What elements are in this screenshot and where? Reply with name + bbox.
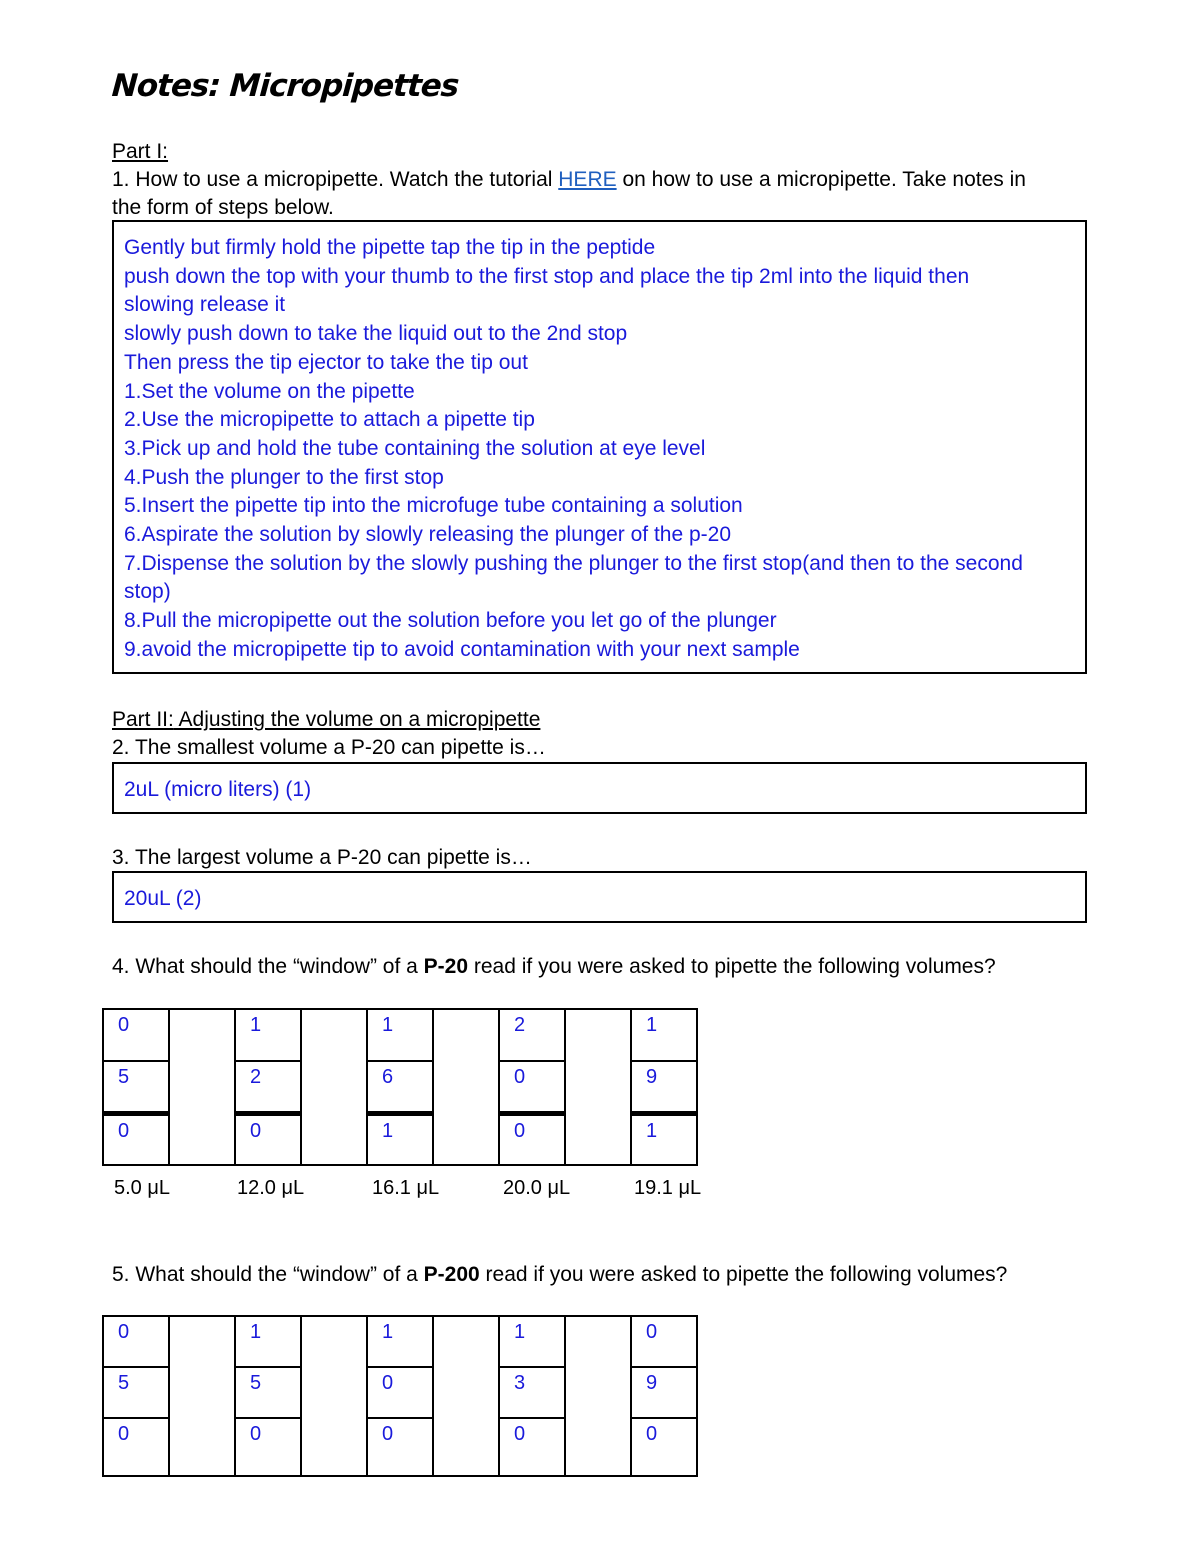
- volume-label: 12.0 μL: [237, 1177, 305, 1199]
- window-digit[interactable]: 0: [103, 1113, 169, 1165]
- answer-3-box[interactable]: [112, 871, 1087, 923]
- window-digit[interactable]: 1: [367, 1009, 433, 1061]
- window-digit[interactable]: 0: [499, 1061, 565, 1113]
- window-digit[interactable]: 5: [103, 1367, 169, 1418]
- window-digit[interactable]: 1: [367, 1316, 433, 1367]
- question-4-suffix: read if you were asked to pipette the following volumes?: [468, 955, 996, 978]
- question-4: [112, 953, 996, 981]
- window-digit[interactable]: 6: [367, 1061, 433, 1113]
- note-line: slowly push down to take the liquid out to the 2nd stop: [124, 322, 628, 346]
- window-digit[interactable]: 5: [103, 1061, 169, 1113]
- table-spacer: [169, 1009, 235, 1165]
- question-1: [112, 166, 1026, 194]
- window-digit[interactable]: 0: [103, 1418, 169, 1476]
- window-digit[interactable]: 1: [631, 1113, 697, 1165]
- window-digit[interactable]: 0: [367, 1418, 433, 1476]
- question-5: [112, 1261, 1007, 1289]
- window-digit[interactable]: 0: [235, 1418, 301, 1476]
- window-digit[interactable]: 2: [499, 1009, 565, 1061]
- note-line: 3.Pick up and hold the tube containing the solution at eye level: [124, 436, 706, 460]
- question-3: 3. The largest volume a P-20 can pipette is…: [112, 846, 532, 869]
- question-1-suffix: on how to use a micropipette. Take notes in: [616, 168, 1026, 191]
- table-spacer: [565, 1009, 631, 1165]
- window-digit[interactable]: 9: [631, 1367, 697, 1418]
- volume-label: 16.1 μL: [372, 1177, 440, 1199]
- window-digit[interactable]: 0: [103, 1316, 169, 1367]
- note-line: Gently but firmly hold the pipette tap the tip in the peptide: [124, 236, 656, 259]
- window-digit[interactable]: 1: [367, 1113, 433, 1165]
- volume-label: 20.0 μL: [503, 1177, 571, 1199]
- question-5-prefix: 5. What should the “window” of a: [112, 1263, 424, 1286]
- note-line: 9.avoid the micropipette tip to avoid contamination with your next sample: [124, 637, 800, 661]
- question-4-prefix: 4. What should the “window” of a: [112, 955, 424, 978]
- question-4-model: P-20: [423, 955, 469, 978]
- window-digit[interactable]: 2: [235, 1061, 301, 1113]
- question-1-line2: the form of steps below.: [112, 196, 334, 219]
- note-line: 1.Set the volume on the pipette: [124, 379, 415, 403]
- window-digit[interactable]: 3: [499, 1367, 565, 1418]
- question-1-prefix: 1. How to use a micropipette. Watch the tutorial: [112, 168, 559, 191]
- note-line: 2.Use the micropipette to attach a pipette tip: [124, 408, 535, 432]
- table-spacer: [301, 1009, 367, 1165]
- answer-2-box[interactable]: [112, 762, 1087, 814]
- page-title: Notes: Micropipettes: [110, 68, 460, 104]
- window-digit[interactable]: 0: [235, 1113, 301, 1165]
- window-digit[interactable]: 0: [367, 1367, 433, 1418]
- volume-label: 19.1 μL: [634, 1177, 702, 1199]
- note-line: Then press the tip ejector to take the tip out: [124, 350, 528, 374]
- part2-heading-label: Part II:: [112, 708, 174, 731]
- window-digit[interactable]: 0: [499, 1113, 565, 1165]
- part1-heading: Part I:: [112, 140, 169, 163]
- window-digit[interactable]: 0: [103, 1009, 169, 1061]
- window-digit[interactable]: 0: [499, 1418, 565, 1476]
- question-5-suffix: read if you were asked to pipette the following volumes?: [479, 1263, 1008, 1286]
- window-digit[interactable]: 1: [499, 1316, 565, 1367]
- window-digit[interactable]: 9: [631, 1061, 697, 1113]
- note-line: 5.Insert the pipette tip into the microfuge tube containing a solution: [124, 494, 743, 518]
- question-5-model: P-200: [423, 1263, 480, 1286]
- tutorial-link[interactable]: HERE: [558, 168, 617, 191]
- p20-window-table: [102, 1008, 698, 1166]
- window-digit[interactable]: 5: [235, 1367, 301, 1418]
- notes-answer-box[interactable]: [112, 220, 1087, 674]
- p200-window-table: [102, 1315, 698, 1477]
- table-spacer: [433, 1009, 499, 1165]
- note-line: stop): [124, 580, 171, 604]
- window-digit[interactable]: 1: [235, 1316, 301, 1367]
- window-digit[interactable]: 0: [631, 1418, 697, 1476]
- note-line: 8.Pull the micropipette out the solution before you let go of the plunger: [124, 609, 777, 633]
- note-line: 6.Aspirate the solution by slowly releasing the plunger of the p-20: [124, 523, 732, 547]
- part2-heading: [112, 706, 540, 734]
- window-digit[interactable]: 1: [235, 1009, 301, 1061]
- volume-label: 5.0 μL: [114, 1177, 171, 1199]
- note-line: 7.Dispense the solution by the slowly pushing the plunger to the first stop(and then to the second: [124, 551, 1023, 575]
- table-spacer: [433, 1316, 499, 1476]
- answer-3: 20uL (2): [124, 887, 202, 910]
- note-line: 4.Push the plunger to the first stop: [124, 465, 444, 489]
- note-line: push down the top with your thumb to the first stop and place the tip 2ml into the liquid then: [124, 264, 970, 288]
- question-2: 2. The smallest volume a P-20 can pipette is…: [112, 736, 546, 759]
- table-spacer: [565, 1316, 631, 1476]
- answer-2: 2uL (micro liters) (1): [124, 778, 312, 801]
- window-digit[interactable]: 1: [631, 1009, 697, 1061]
- part2-heading-title: Adjusting the volume on a micropipette: [173, 708, 541, 731]
- table-spacer: [301, 1316, 367, 1476]
- table-spacer: [169, 1316, 235, 1476]
- window-digit[interactable]: 0: [631, 1316, 697, 1367]
- note-line: slowing release it: [124, 293, 286, 317]
